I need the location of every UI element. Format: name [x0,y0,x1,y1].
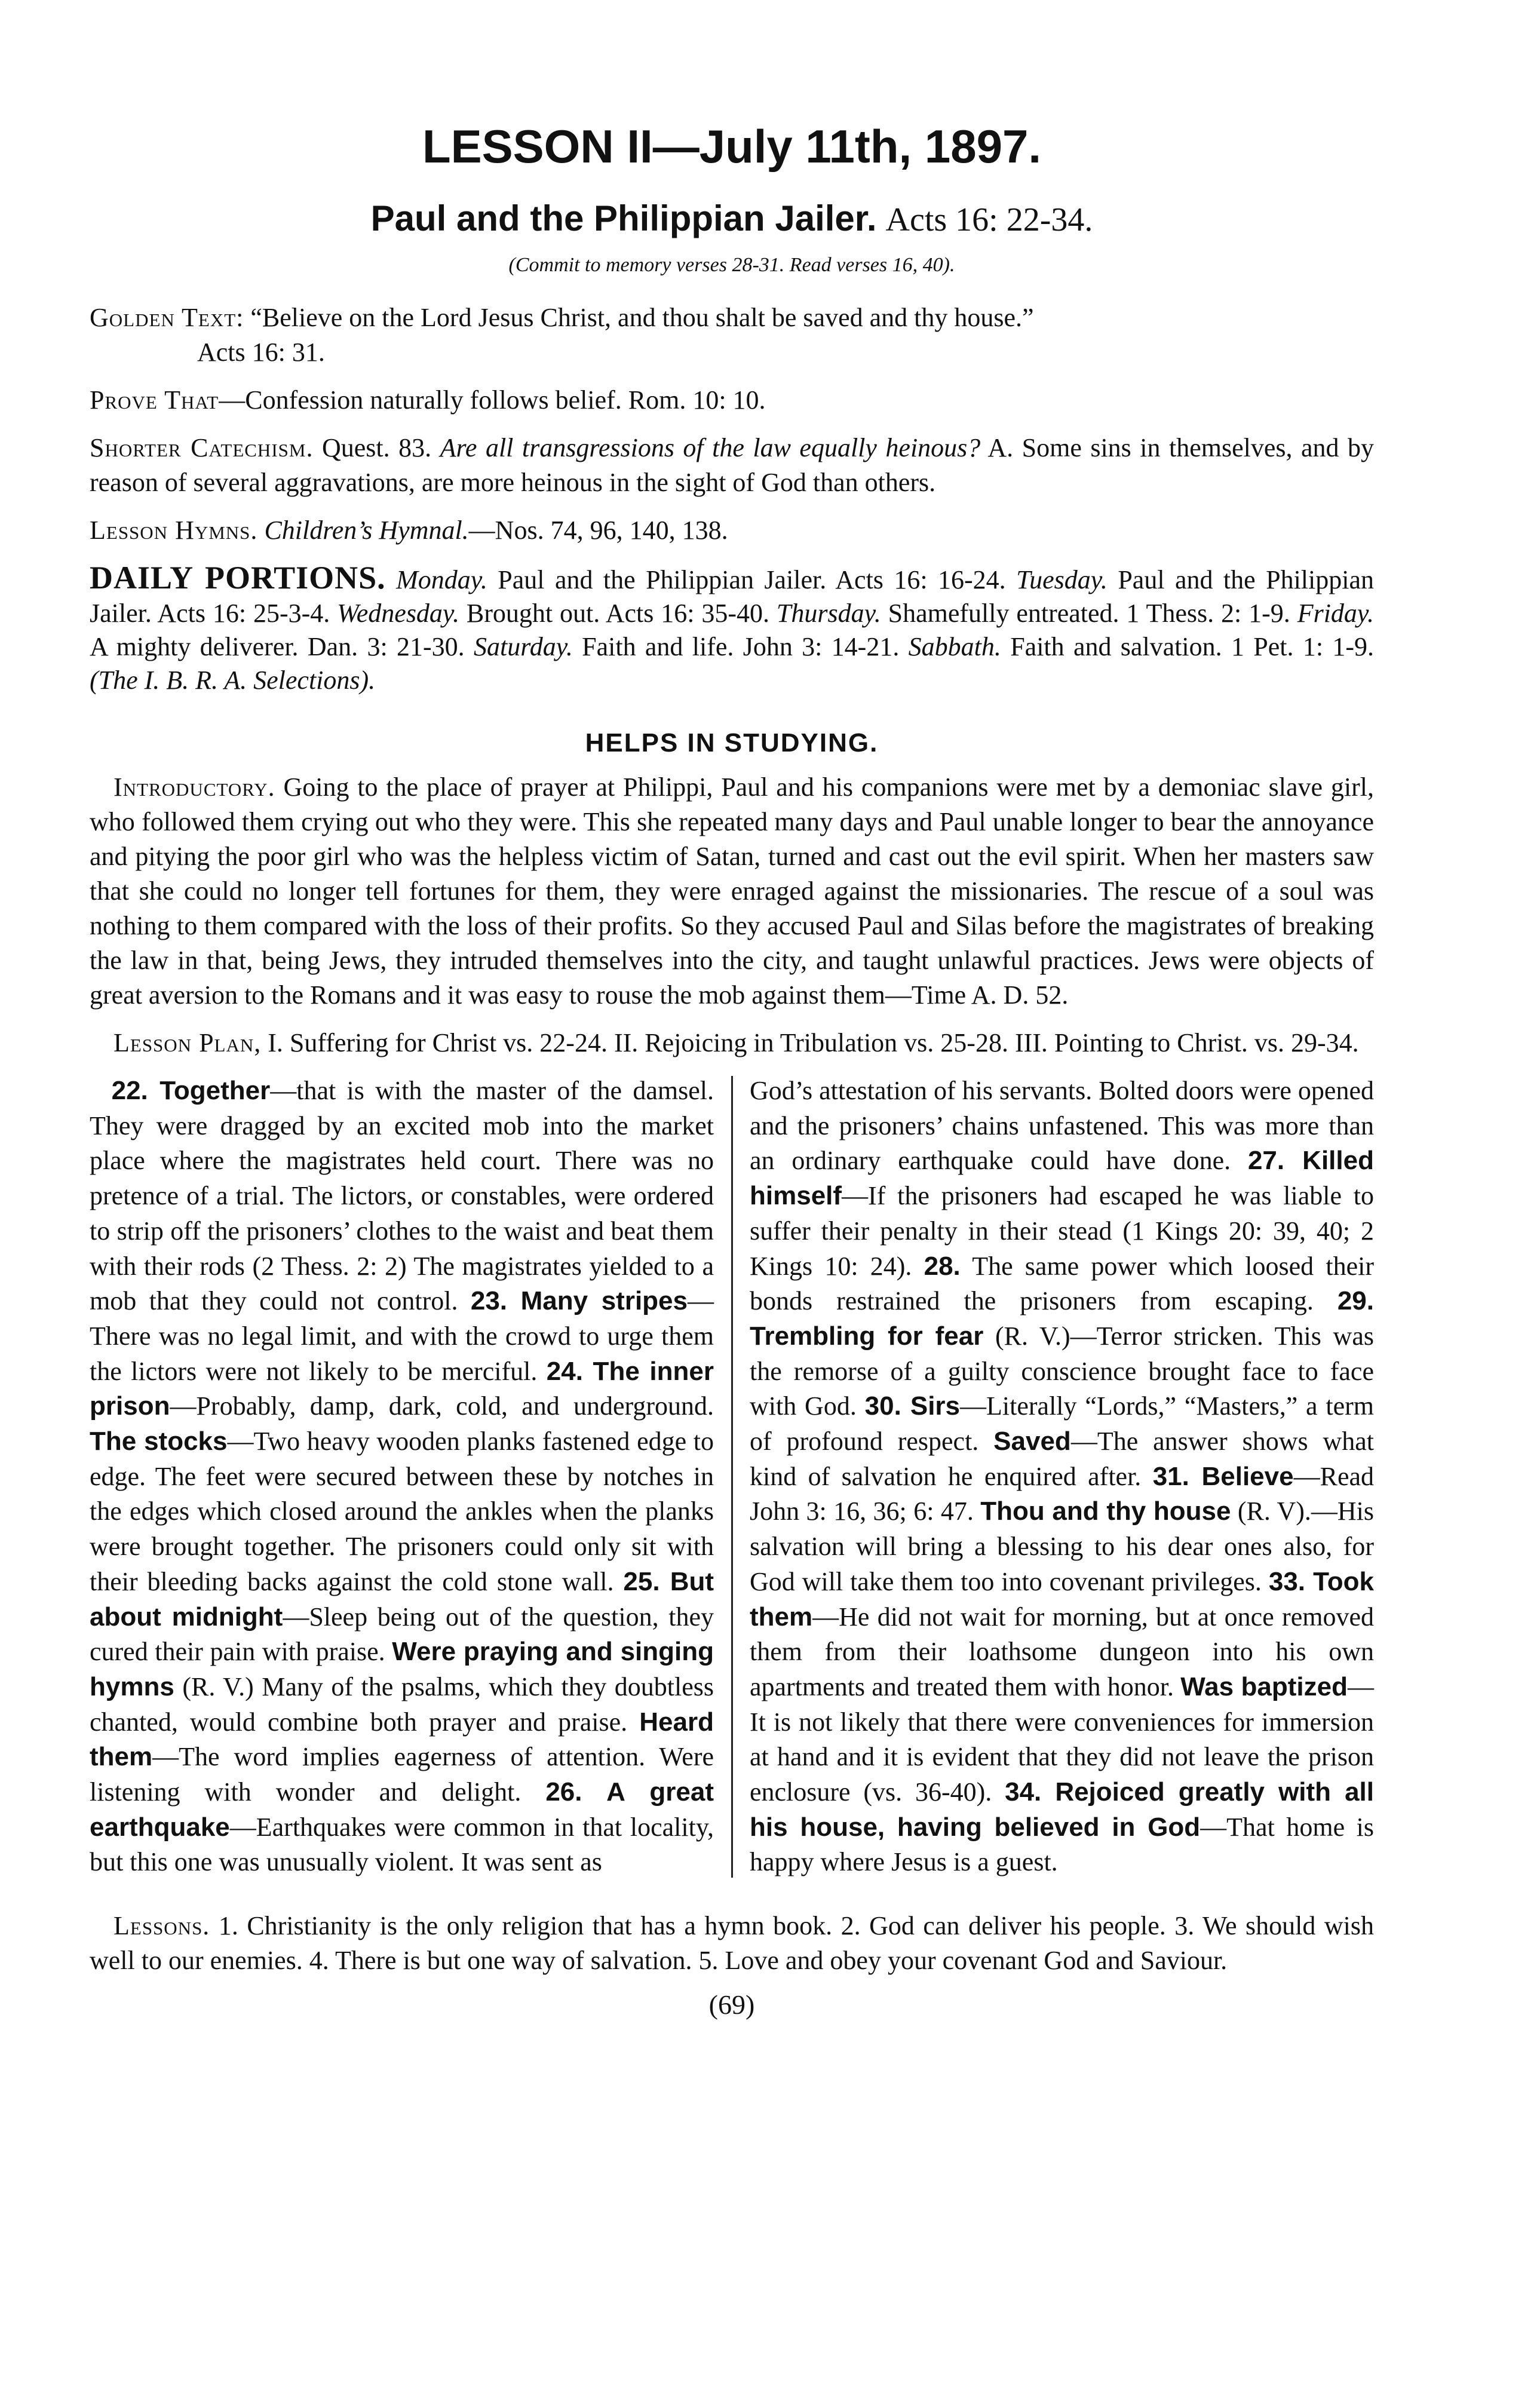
verse-heading: Together [148,1076,271,1105]
daily-day: Wednesday. [337,599,460,628]
daily-entry: Brought out. Acts 16: 35-40. [459,599,777,628]
daily-entry: Faith and life. John 3: 14-21. [572,632,909,661]
verse-text: —That home is happy where Jesus is a guest. [750,1812,1374,1877]
daily-day: Thursday. [776,599,881,628]
verse-number: 34. [1005,1777,1042,1807]
verse-text: —Two heavy wooden planks fastened edge to edge. The feet were secured between these by notches in the edges which closed around the ankles when the planks were brought together. The prisoners could only sit with their bleeding backs against the cold stone wall. [90,1427,714,1596]
verse-text: —If the prisoners had escaped he was liable to suffer their penalty in their stead (1 Kings 20: 39, 40; 2 Kings 10: 24). [750,1181,1374,1281]
daily-day: Friday. [1297,599,1375,628]
lesson-plan-text: I. Suffering for Christ vs. 22-24. II. Rejoicing in Tribulation vs. 25-28. III. Pointing to Christ. vs. 29-34. [261,1028,1359,1057]
golden-text-label: Golden Text: [90,303,244,332]
daily-entry: Paul and the Philippian Jailer. Acts 16: 16-24. [487,565,1017,594]
verse-heading: But about midnight [90,1566,714,1632]
verse-heading: Sirs [901,1391,961,1421]
verse-notes [90,1074,1374,1880]
catechism-answer: Some sins in themselves, and by reason of several aggravations, are more heinous in the sight of God than others. [90,433,1374,497]
lesson-hymns [90,513,1374,548]
daily-entry: Shamefully entreated. 1 Thess. 2: 1-9. [881,599,1297,628]
verse-text: The same power which loosed their bonds restrained the prisoners from escaping. [750,1251,1375,1316]
verse-number: 30. [864,1391,901,1421]
verse-number: 24. [546,1356,583,1386]
notes-right-column [750,1074,1374,1880]
verse-number: 27. [1247,1146,1285,1176]
verse-text: —The word implies eagerness of attention. Were listening with wonder and delight. [90,1742,714,1807]
catechism-answer-label: A. [987,433,1014,462]
prove-that-label: Prove That [90,385,219,415]
verse-text: —The answer shows what kind of salvation he enquired after. [750,1427,1374,1491]
daily-entry: A mighty deliverer. Dan. 3: 21-30. [90,632,474,661]
verse-heading: Heard them [90,1707,714,1772]
verse-number: 31. [1152,1461,1189,1491]
verse-heading: Were praying and singing hymns [90,1637,714,1701]
shorter-catechism [90,431,1374,500]
verse-number: 33. [1268,1566,1306,1596]
verse-text: God’s attestation of his servants. Bolted doors were opened and the prisoners’ chains unfastened. This was more than an ordinary earthquake could have done. [750,1076,1374,1176]
daily-day: Tuesday. [1016,565,1108,594]
verse-number: 28. [924,1251,961,1281]
golden-text-body: “Believe on the Lord Jesus Christ, and thou shalt be saved and thy house.” [250,303,1034,332]
verse-text: —Sleep being out of the question, they cured their pain with praise. [90,1602,714,1667]
commit-note: (Commit to memory verses 28-31. Read verses 16, 40). [508,254,955,276]
verse-note [90,1076,714,1315]
hymns-numbers: —Nos. 74, 96, 140, 138. [468,516,728,545]
verse-text: (R. V).—His salvation will bring a blessing to his dear ones also, for God will take them too into covenant privileges. [750,1496,1375,1596]
daily-day: Sabbath. [908,632,1001,661]
daily-entry: Faith and salvation. 1 Pet. 1: 1-9. [1001,632,1375,661]
page-number: (69) [708,1989,755,2020]
subject-text: Paul and the Philippian Jailer. [370,198,877,238]
verse-text: (R. V.) Many of the psalms, which they doubtless chanted, would combine both prayer and praise. [90,1672,714,1737]
daily-selections: (The I. B. R. A. Selections). [90,666,376,695]
hymns-book: Children’s Hymnal. [264,516,469,545]
lesson-subject [90,198,1374,240]
verse-text: —Read John 3: 16, 36; 6: 47. [750,1461,1375,1526]
daily-portions [90,561,1374,697]
verse-heading: Thou and thy house [980,1496,1231,1526]
verse-heading: Saved [993,1427,1071,1456]
daily-day: Saturday. [474,632,573,661]
hymns-label: Lesson Hymns. [90,516,258,545]
verse-heading: Believe [1189,1461,1294,1491]
verse-number: 22. [111,1076,148,1105]
lessons-text: 1. Christianity is the only religion that has a hymn book. 2. God can deliver his people. 3. We should wish well to our enemies. 4. There is but one way of salvation. 5. Love and obey your covenant God and Saviour. [90,1911,1374,1976]
daily-portions-label: DAILY PORTIONS. [90,560,386,596]
introductory-label: Introductory. [113,772,275,802]
prove-that-text: —Confession naturally follows belief. Rom. 10: 10. [219,385,766,415]
golden-text [90,300,1374,370]
daily-entry: Paul and the Philippian Jailer. Acts 16: 25-3-4. [90,565,1375,628]
catechism-quest: Quest. 83. [321,433,432,462]
lessons-label: Lessons. [113,1911,210,1941]
catechism-question: Are all transgressions of the law equally heinous? [440,433,981,462]
notes-left-column [90,1074,714,1880]
verse-text: —He did not wait for morning, but at once removed them from their loathsome dungeon into his own apartments and treated them with honor. [750,1602,1374,1701]
verse-heading: Killed himself [750,1146,1374,1211]
verse-note [90,1427,714,1596]
verse-number: 29. [1337,1286,1374,1316]
prove-that [90,383,1374,418]
lessons [90,1909,1374,1978]
verse-heading: Rejoiced greatly with all his house, having believed in God [750,1777,1374,1842]
verse-heading: Many stripes [507,1286,688,1316]
catechism-label: Shorter Catechism. [90,433,314,462]
lesson-plan [90,1026,1374,1060]
lesson-title: LESSON II—July 11th, 1897. [422,120,1042,173]
verse-text: (R. V.)—Terror stricken. This was the remorse of a guilty conscience brought face to face with God. [750,1321,1374,1421]
scripture-ref: Acts 16: 22-34. [885,201,1093,238]
verse-heading: Was baptized [1180,1672,1348,1701]
verse-text: —that is with the master of the damsel. They were dragged by an excited mob into the market place where the magistrates held court. There was no pretence of a trial. The lictors, or constables, were ordered to strip off the prisoners’ clothes to the waist and beat them with their rods (2 Thess. 2: 2) The magistrates yielded to a mob that they could not control. [90,1076,714,1316]
golden-text-ref: Acts 16: 31. [197,338,325,367]
verse-number: 25. [623,1566,660,1596]
verse-number: 26. [545,1777,582,1807]
lesson-plan-label: Lesson Plan, [113,1028,262,1057]
verse-text: —Probably, damp, dark, cold, and underground. [170,1391,714,1421]
verse-heading: Took them [750,1566,1374,1632]
verse-number: 23. [470,1286,508,1316]
verse-text: —It is not likely that there were conveniences for immersion at hand and it is evident that they did not leave the prison enclosure (vs. 36-40). [750,1672,1375,1807]
verse-text: —Literally “Lords,” “Masters,” a term of profound respect. [750,1391,1375,1456]
introductory [90,770,1374,1013]
lesson-page [90,119,1374,2020]
verse-text: —There was no legal limit, and with the crowd to urge them the lictors were not likely to be merciful. [90,1286,714,1386]
introductory-text: Going to the place of prayer at Philippi, Paul and his companions were met by a demoniac slave girl, who followed them crying out who they were. This she repeated many days and Paul unable longer to bear the annoyance and pitying the poor girl who was the helpless victim of Satan, turned and cast out the evil spirit. When her masters saw that she could no longer tell fortunes for them, they were enraged against the missionaries. The rescue of a soul was nothing to them compared with the loss of their profits. So they accused Paul and Silas before the magistrates of breaking the law in that, being Jews, they intruded themselves into the city, and taught unlawful practices. Jews were objects of great aversion to the Romans and it was easy to rouse the mob against them—Time A. D. 52. [90,772,1374,1010]
daily-day: Monday. [396,565,487,594]
verse-text: —Earthquakes were common in that locality, but this one was unusually violent. It was sent as [90,1812,714,1877]
verse-heading: A great earthquake [90,1777,714,1842]
column-divider [731,1076,733,1878]
verse-heading: Trembling for fear [750,1321,984,1351]
verse-heading: The inner prison [90,1356,714,1421]
verse-heading: The stocks [90,1427,228,1456]
helps-heading: HELPS IN STUDYING. [585,728,879,758]
